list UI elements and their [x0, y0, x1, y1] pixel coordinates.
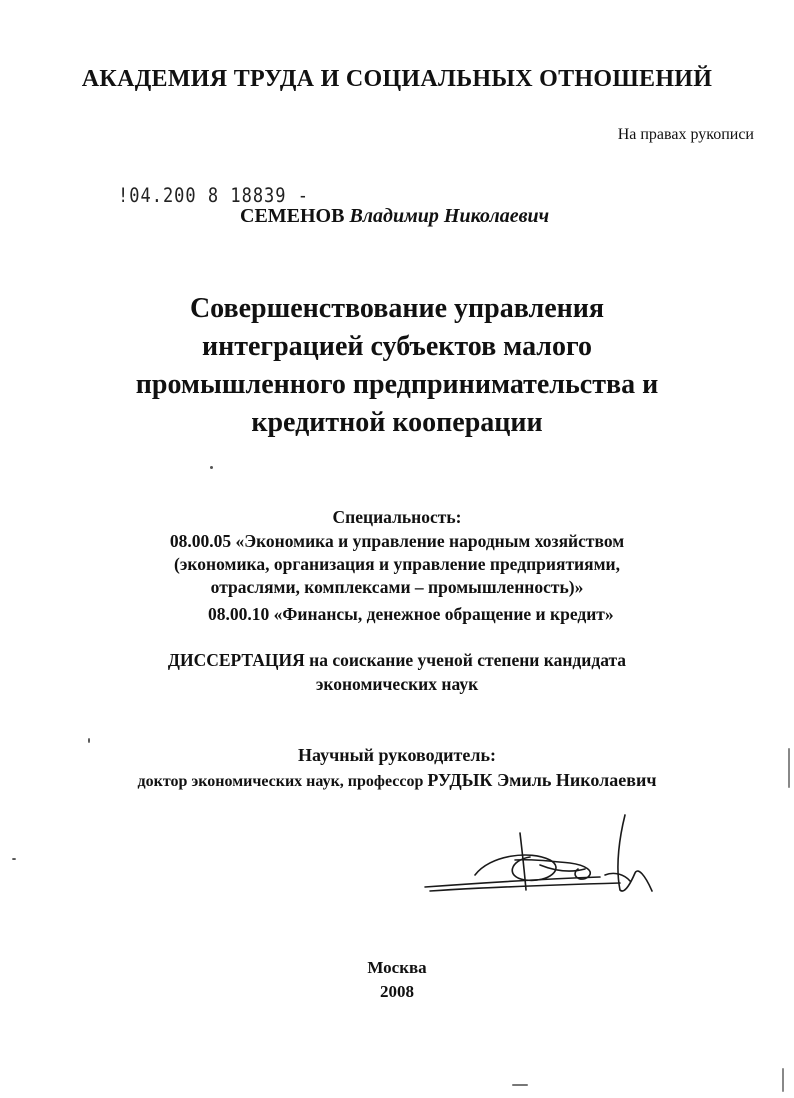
city: Москва	[367, 958, 427, 977]
dissertation-statement	[0, 648, 794, 696]
title-line: кредитной кооперации	[251, 407, 543, 438]
institution-heading: АКАДЕМИЯ ТРУДА И СОЦИАЛЬНЫХ ОТНОШЕНИЙ	[81, 66, 713, 92]
author-surname: СЕМЕНОВ	[240, 205, 345, 227]
supervisor-name: РУДЫК Эмиль Николаевич	[427, 770, 657, 790]
rights-note: На правах рукописи	[617, 126, 754, 143]
scan-edge-mark	[788, 748, 790, 788]
signature-image	[420, 805, 670, 910]
title-line: интеграцией субъектов малого	[201, 331, 593, 362]
scan-speck	[210, 466, 213, 469]
scan-speck	[12, 858, 16, 860]
scan-speck	[88, 738, 90, 743]
title-line: Совершенствование управления	[189, 293, 605, 324]
title-line: промышленного предпринимательства и	[135, 369, 659, 400]
dissertation-title	[0, 290, 794, 442]
scan-edge-mark	[512, 1084, 528, 1086]
specialty-line: 08.00.05 «Экономика и управление народным хозяйством	[169, 531, 625, 551]
specialty-line: (экономика, организация и управление предприятиями,	[174, 554, 620, 574]
dissertation-line-1	[0, 648, 794, 672]
supervisor-degree: доктор экономических наук, профессор	[137, 773, 428, 790]
specialty-label: Специальность:	[332, 507, 462, 527]
author-given-names: Владимир Николаевич	[349, 205, 550, 227]
year: 2008	[380, 982, 414, 1001]
specialty-line: отраслями, комплексами – промышленность)»	[210, 577, 584, 597]
dissertation-degree-text: на соискание ученой степени кандидата	[304, 650, 627, 670]
specialty-line-2: 08.00.10 «Финансы, денежное обращение и кредит»	[208, 604, 614, 624]
supervisor-label: Научный руководитель:	[298, 745, 496, 765]
supervisor-details	[0, 770, 794, 791]
author-name	[240, 205, 549, 228]
registration-stamp: !04.200 8 18839 -	[118, 184, 309, 208]
scan-edge-mark	[782, 1068, 784, 1092]
dissertation-keyword: ДИССЕРТАЦИЯ	[167, 650, 305, 670]
dissertation-line-2: экономических наук	[315, 674, 479, 694]
